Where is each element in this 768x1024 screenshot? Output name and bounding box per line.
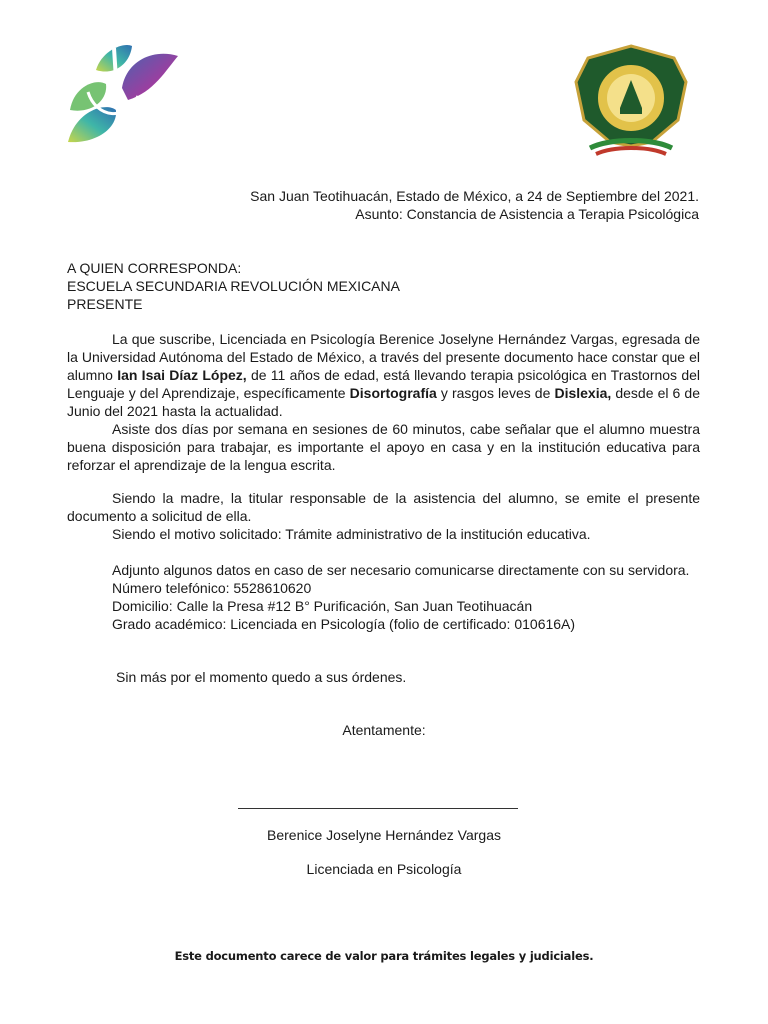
paragraph-4: Siendo el motivo solicitado: Trámite administrativo de la institución educativa. <box>112 526 591 542</box>
diagnosis-term-1: Disortografía <box>349 385 437 401</box>
recipient-line-3: PRESENTE <box>67 296 143 312</box>
phone-line: Número telefónico: 5528610620 <box>112 580 312 596</box>
recipient-line-1: A QUIEN CORRESPONDA: <box>67 260 242 276</box>
closing-line: Sin más por el momento quedo a sus órdenes. <box>116 669 407 685</box>
signature-line <box>238 808 518 809</box>
student-name: Ian Isai Díaz López, <box>117 367 247 383</box>
recipient-block <box>67 259 700 313</box>
paragraph-3: Siendo la madre, la titular responsable de la asistencia del alumno, se emite el presente documento a solicitud de ella. <box>67 490 700 524</box>
paragraph-1: La que suscribe, Licenciada en Psicología Berenice Joselyne Hernández Vargas, egresada de la Universidad Autónoma del Estado de México, a través del presente documento hace constar que el alumno Ian Isai Díaz López, de 11 años de edad, está llevando terapia psicológica en Trastornos del Lenguaje y del Aprendizaje, específicamente Disortografía y rasgos leves de Dislexia, desde el 6 de Junio del 2021 hasta la actualidad. <box>67 331 700 419</box>
degree-line: Grado académico: Licenciada en Psicología (folio de certificado: 010616A) <box>112 616 576 632</box>
signer-title: Licenciada en Psicología <box>306 861 462 877</box>
contact-section <box>67 561 700 633</box>
psychology-logo <box>66 40 182 150</box>
diagnosis-term-2: Dislexia, <box>554 385 612 401</box>
paragraph-2: Asiste dos días por semana en sesiones de 60 minutos, cabe señalar que el alumno muestra buena disposición para trabajar, es importante el apoyo en casa y en la institución educativa para reforzar el aprendizaje de la lengua escrita. <box>67 421 700 473</box>
paragraph-5: Adjunto algunos datos en caso de ser necesario comunicarse directamente con su servidora. <box>112 562 690 578</box>
subject-line: Asunto: Constancia de Asistencia a Terapia Psicológica <box>355 206 699 222</box>
date-line: San Juan Teotihuacán, Estado de México, a 24 de Septiembre del 2021. <box>250 188 699 204</box>
body-section-2 <box>67 489 700 543</box>
salutation: Atentamente: <box>342 722 426 738</box>
body-section-1 <box>67 330 700 474</box>
university-seal <box>570 42 692 158</box>
signer-name: Berenice Joselyne Hernández Vargas <box>267 827 501 843</box>
address-line: Domicilio: Calle la Presa #12 B° Purificación, San Juan Teotihuacán <box>112 598 533 614</box>
recipient-line-2: ESCUELA SECUNDARIA REVOLUCIÓN MEXICANA <box>67 278 400 294</box>
disclaimer: Este documento carece de valor para trámites legales y judiciales. <box>174 949 594 963</box>
